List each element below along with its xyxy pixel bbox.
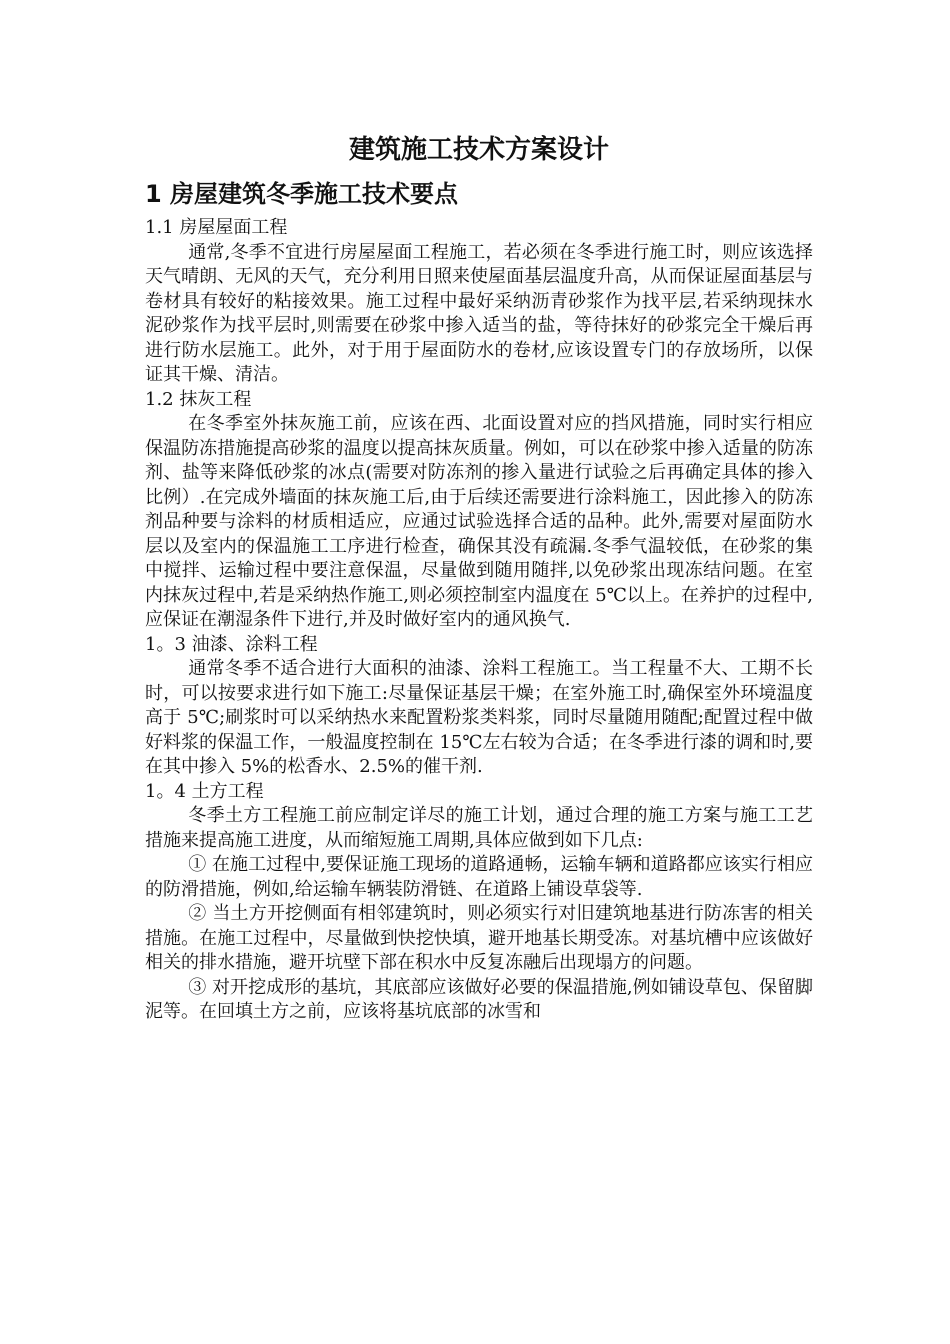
- paragraph: 在冬季室外抹灰施工前，应该在西、北面设置对应的挡风措施，同时实行相应保温防冻措施提高砂浆的温度以提高抹灰质量。例如，可以在砂浆中掺入适量的防冻剂、盐等来降低砂浆的冰点(需要对防冻剂的掺入量进行试验之后再确定具体的掺入比例）.在完成外墙面的抹灰施工后,由于后续还需要进行涂料施工，因此掺入的防冻剂品种要与涂料的材质相适应，应通过试验选择合适的品种。此外,需要对屋面防水层以及室内的保温施工工序进行检查，确保其没有疏漏.冬季气温较低，在砂浆的集中搅拌、运输过程中要注意保温，尽量做到随用随拌,以免砂浆出现冻结问题。在室内抹灰过程中,若是采纳热作施工,则必须控制室内温度在 5℃以上。在养护的过程中,应保证在潮湿条件下进行,并及时做好室内的通风换气.: [145, 413, 813, 630]
- list-item: ① 在施工过程中,要保证施工现场的道路通畅，运输车辆和道路都应该实行相应的防滑措施，例如,给运输车辆装防滑链、在道路上铺设草袋等.: [145, 854, 813, 900]
- paragraph: 通常冬季不适合进行大面积的油漆、涂料工程施工。当工程量不大、工期不长时，可以按要求进行如下施工:尽量保证基层干燥；在室外施工时,确保室外环境温度高于 5℃;刷浆时可以采纳热水来配置粉浆类料浆，同时尽量随用随配;配置过程中做好料浆的保温工作，一般温度控制在 15℃左右较为合适；在冬季进行漆的调和时,要在其中掺入 5%的松香水、2.5%的催干剂.: [145, 658, 813, 777]
- subsection-heading: 1.1 房屋屋面工程: [145, 217, 288, 238]
- document-title: 建筑施工技术方案设计: [348, 135, 609, 165]
- subsection-paint: [145, 633, 813, 780]
- paragraph: 通常,冬季不宜进行房屋屋面工程施工，若必须在冬季进行施工时，则应该选择天气晴朗、无风的天气，充分利用日照来使屋面基层温度升高，从而保证屋面基层与卷材具有较好的粘接效果。施工过程中最好采纳沥青砂浆作为找平层,若采纳现抹水泥砂浆作为找平层时,则需要在砂浆中掺入适当的盐，等待抹好的砂浆完全干燥后再进行防水层施工。此外，对于用于屋面防水的卷材,应该设置专门的存放场所，以保证其干燥、清洁。: [145, 241, 813, 385]
- subsection-heading: 1.2 抹灰工程: [145, 388, 252, 410]
- subsection-earthwork: [145, 780, 813, 1025]
- document-page: [145, 130, 813, 1025]
- paragraph: 冬季土方工程施工前应制定详尽的施工计划，通过合理的施工方案与施工工艺措施来提高施工进度，从而缩短施工周期,具体应做到如下几点:: [145, 805, 813, 851]
- list-item: ③ 对开挖成形的基坑，其底部应该做好必要的保温措施,例如铺设草包、保留脚泥等。在回填土方之前，应该将基坑底部的冰雪和: [145, 976, 813, 1022]
- subsection-heading: 1。3 油漆、涂料工程: [145, 633, 318, 655]
- subsection-roof: [145, 216, 813, 388]
- list-item: ② 当土方开挖侧面有相邻建筑时，则必须实行对旧建筑地基进行防冻害的相关措施。在施工过程中，尽量做到快挖快填，避开地基长期受冻。对基坑槽中应该做好相关的排水措施，避开坑壁下部在积水中反复冻融后出现塌方的问题。: [145, 903, 813, 973]
- section-heading: 1 房屋建筑冬季施工技术要点: [145, 180, 459, 208]
- subsection-plastering: [145, 388, 813, 633]
- subsection-heading: 1。4 土方工程: [145, 780, 264, 802]
